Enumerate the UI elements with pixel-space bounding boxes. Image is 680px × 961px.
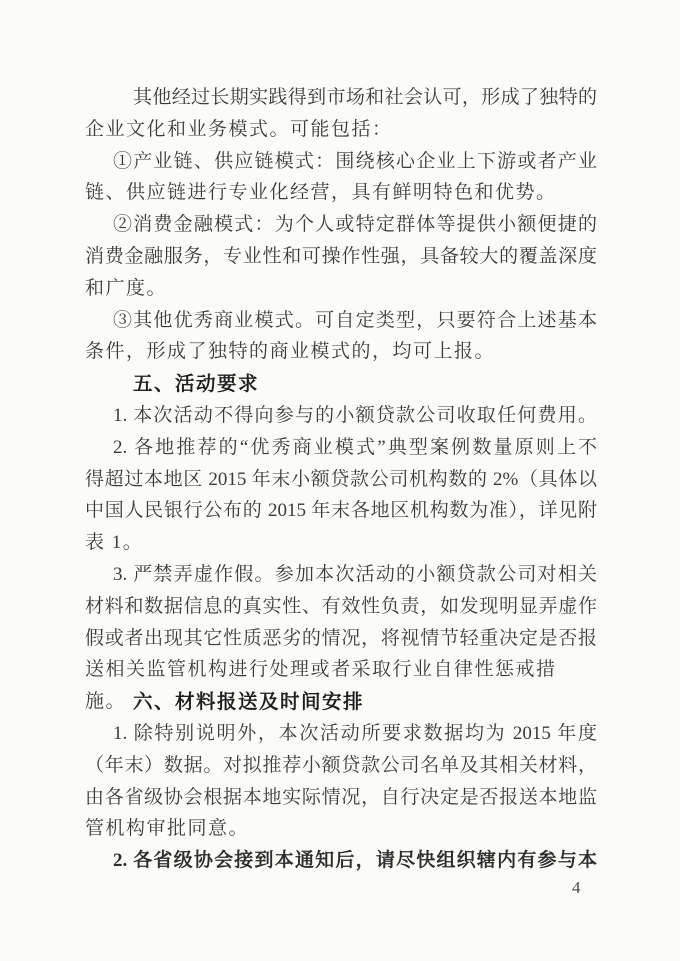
text-line: ①产业链、供应链模式：围绕核心企业上下游或者产业 [113, 150, 597, 172]
text-line: 3. 严禁弄虚作假。参加本次活动的小额贷款公司对相关 [113, 563, 597, 585]
text-line: 企业文化和业务模式。可能包括： [85, 118, 393, 140]
text-line: 表 1。 [85, 532, 144, 554]
text-line: 由各省级协会根据本地实际情况，自行决定是否报送本地监 [85, 786, 597, 808]
text-line: 1. 本次活动不得向参与的小额贷款公司收取任何费用。 [113, 404, 597, 426]
section-heading: 六、材料报送及时间安排 [133, 690, 365, 714]
text-line: ②消费金融模式：为个人或特定群体等提供小额便捷的 [113, 214, 597, 236]
section-heading: 五、活动要求 [133, 372, 260, 396]
document-text-block [85, 82, 597, 877]
text-line: 链、供应链进行专业化经营，具有鲜明特色和优势。 [85, 182, 557, 204]
text-line: 送相关监管机构进行处理或者采取行业自律性惩戒措施。 [85, 659, 557, 713]
text-line: 条件，形成了独特的商业模式的，均可上报。 [85, 341, 496, 363]
text-line: ③其他优秀商业模式。可自定类型，只要符合上述基本 [113, 309, 597, 331]
text-line: （年末）数据。对拟推荐小额贷款公司名单及其相关材料， [85, 754, 597, 776]
text-line: 2. 各地推荐的“优秀商业模式”典型案例数量原则上不 [113, 436, 597, 458]
text-line: 得超过本地区 2015 年末小额贷款公司机构数的 2%（具体以 [85, 468, 597, 490]
text-line: 1. 除特别说明外，本次活动所要求数据均为 2015 年度 [113, 722, 597, 744]
text-line: 2. 各省级协会接到本通知后，请尽快组织辖内有参与本 [113, 850, 597, 872]
text-line: 其他经过长期实践得到市场和社会认可，形成了独特的 [133, 87, 597, 108]
text-line: 材料和数据信息的真实性、有效性负责，如发现明显弄虚作 [85, 595, 597, 617]
text-line: 中国人民银行公布的 2015 年末各地区机构数为准），详见附 [85, 500, 597, 522]
text-line: 和广度。 [85, 277, 168, 299]
text-line: 假或者出现其它性质恶劣的情况，将视情节轻重决定是否报 [85, 627, 597, 649]
text-line: 管机构审批同意。 [85, 818, 250, 840]
page-number: 4 [572, 878, 581, 897]
text-line: 消费金融服务，专业性和可操作性强，具备较大的覆盖深度 [85, 245, 597, 267]
